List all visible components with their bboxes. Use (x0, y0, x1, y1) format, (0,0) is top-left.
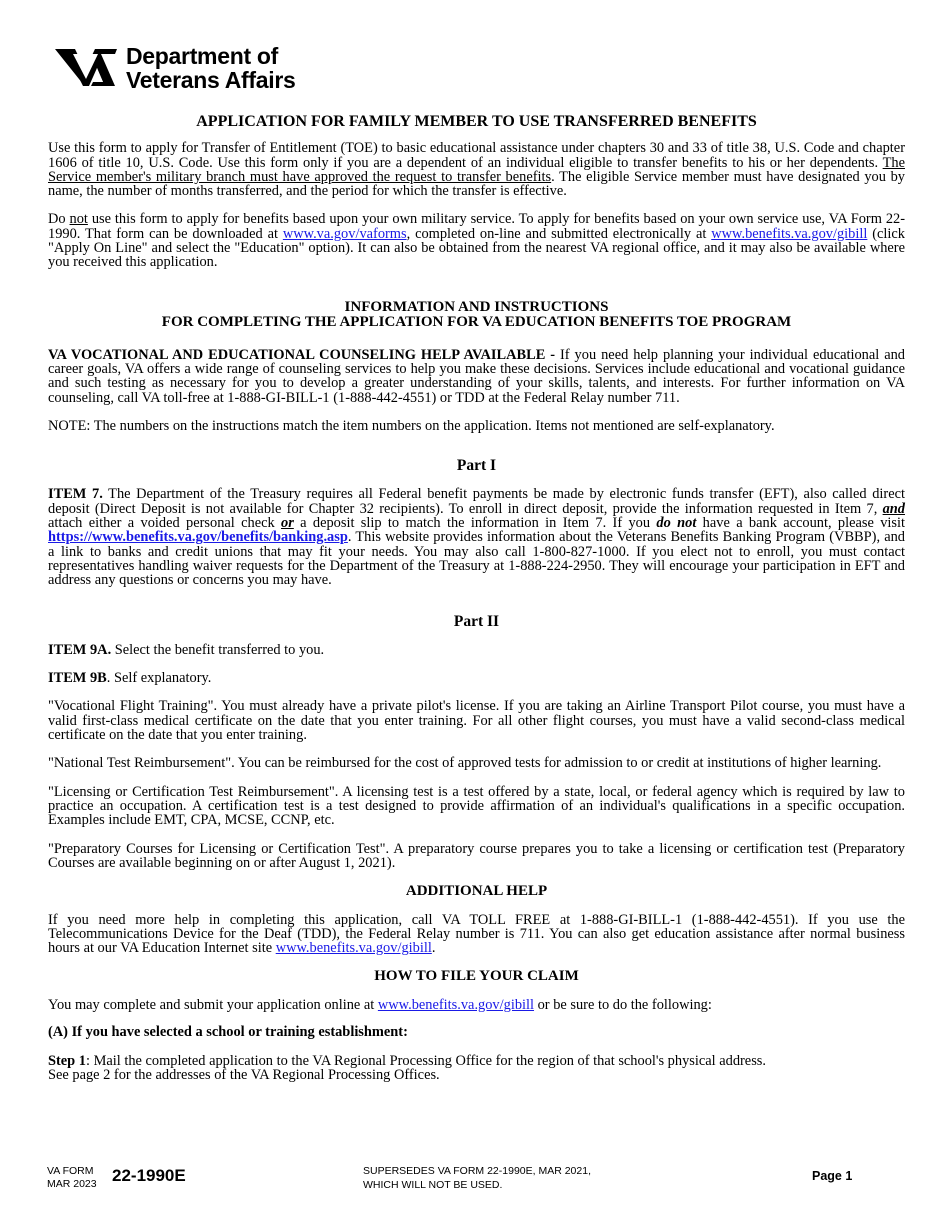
item-7-do-not: do not (656, 515, 697, 532)
logo-line-1: Department of (126, 43, 279, 69)
item-7-text-d: have a bank account, please visit (696, 515, 906, 532)
file-claim-paragraph (48, 998, 905, 1012)
intro-p1-text-a: Use this form to apply for Transfer of Entitlement (TOE) to basic educational assistance under chapters 30 and 33 of title 38, U.S. Code and chapter 1606 of title 10, U.S. Code. Use this form only if you are a dependent of an individual eligible to transfer benefits to his or her dependents. (48, 140, 905, 171)
va-logo (53, 44, 296, 92)
part-1-title: Part I (456, 457, 497, 475)
intro-p2-text-c: , completed on-line and submitted electronically at (406, 225, 712, 242)
intro-paragraph-2 (48, 212, 905, 269)
footer-supersedes-1: SUPERSEDES VA FORM 22-1990E, MAR 2021, (363, 1165, 591, 1177)
item-9b-paragraph (48, 671, 905, 685)
intro-p2-text-d: (click "Apply On Line" and select the "Education" option). It can also be obtained from the nearest VA regional office, and it may also be available where you received this application. (48, 225, 906, 271)
logo-wordmark (126, 44, 296, 92)
footer-supersedes-2: WHICH WILL NOT BE USED. (363, 1179, 503, 1191)
item-9b-text: . Self explanatory. (106, 670, 212, 687)
file-claim-title: HOW TO FILE YOUR CLAIM (374, 968, 579, 985)
instructions-heading (48, 300, 905, 331)
step-1-text-2: See page 2 for the addresses of the VA Regional Processing Offices. (48, 1066, 440, 1083)
gibill-link-file-claim[interactable]: www.benefits.va.gov/gibill (377, 996, 535, 1013)
counseling-paragraph (48, 348, 905, 405)
item-7-label: ITEM 7. (48, 486, 103, 503)
intro-p1-underlined: The Service member's military branch must have approved the request to transfer benefits (48, 154, 905, 185)
item-7-text-a: The Department of the Treasury requires all Federal benefit payments be made by electronic funds transfer (EFT), also called direct deposit (Direct Deposit is not available for Chapter 32 recipients). To enroll in direct deposit, provide the information requested in Item 7, (48, 486, 905, 517)
item-7-or: or (281, 515, 294, 532)
item-7-text-e: . This website provides information about the Veterans Benefits Banking Program (VBBP), and a link to banks and credit unions that may fit your needs. You may also call 1-800-827-1000. If you elect not to enroll, you must contact representatives handling waiver requests for the Department of the Treasury at 1-888-224-2950. They will encourage your participation in EFT and address any questions or concerns you may have. (48, 529, 905, 589)
part-2-title: Part II (453, 612, 500, 630)
flight-training-paragraph: "Vocational Flight Training". You must already have a private pilot's license. If you are taking an Airline Transport Pilot course, you must have a valid first-class medical certificate on the date that you enter training. For all other flight courses, you must have a valid second-class medical certificate on the date that you enter training. (48, 698, 905, 744)
va-seal-icon (53, 46, 119, 90)
item-9a-text: Select the benefit transferred to you. (111, 641, 325, 658)
item-9a-paragraph (48, 643, 905, 657)
step-1-label: Step 1 (48, 1052, 86, 1069)
note-paragraph: NOTE: The numbers on the instructions match the item numbers on the application. Items not mentioned are self-explanatory. (48, 417, 775, 434)
footer-form-number: 22-1990E (112, 1166, 186, 1185)
footer-page-number: Page 1 (812, 1169, 853, 1183)
section-a-heading: (A) If you have selected a school or training establishment: (48, 1024, 408, 1041)
item-7-paragraph (48, 487, 905, 587)
national-test-paragraph: "National Test Reimbursement". You can be reimbursed for the cost of approved tests for admission to or credit at institutions of higher learning. (48, 755, 882, 772)
footer-supersedes (363, 1164, 591, 1192)
item-7-and: and (882, 500, 905, 517)
footer-form-info (47, 1165, 97, 1190)
item-7-text-b: attach either a voided personal check (48, 515, 282, 532)
intro-p1-text-b: . The eligible Service member must have designated you by name, the number of months transferred, and the period for which the transfer is effective. (48, 168, 906, 200)
item-9a-label: ITEM 9A. (48, 641, 112, 658)
instructions-heading-2: FOR COMPLETING THE APPLICATION FOR VA EDUCATION BENEFITS TOE PROGRAM (161, 314, 792, 331)
prep-courses-paragraph: "Preparatory Courses for Licensing or Certification Test". A preparatory course prepares you to take a licensing or certification test (Preparatory Courses are available beginning on or after August 1, 2021). (48, 840, 905, 871)
additional-help-text-b: . (431, 940, 436, 957)
additional-help-text-a: If you need more help in completing this application, call VA TOLL FREE at 1-888-GI-BILL-1 (1-888-442-4551). If you use the Telecommunications Device for the Deaf (TDD), the Federal Relay number is 711. You can also get education assistance after normal business hours at our VA Education Internet site (48, 911, 905, 957)
additional-help-paragraph (48, 913, 905, 956)
gibill-link-additional[interactable]: www.benefits.va.gov/gibill (275, 940, 432, 957)
intro-p2-text-a: Do (48, 211, 70, 228)
step-1-text: : Mail the completed application to the VA Regional Processing Office for the region of that school's physical address. (85, 1052, 766, 1069)
item-9b-label: ITEM 9B (48, 670, 107, 687)
intro-p2-text-b: use this form to apply for benefits based upon your own military service. To apply for benefits based on your own service use, VA Form 22-1990. That form can be downloaded at (48, 211, 905, 242)
intro-paragraph-1 (48, 141, 905, 198)
file-claim-text-b: or be sure to do the following: (534, 996, 712, 1013)
logo-line-2: Veterans Affairs (126, 67, 296, 93)
footer-va-form: VA FORM (47, 1165, 94, 1177)
intro-p2-not: not (69, 211, 88, 228)
instructions-heading-1: INFORMATION AND INSTRUCTIONS (344, 298, 609, 315)
counseling-heading: VA VOCATIONAL AND EDUCATIONAL COUNSELING HELP AVAILABLE - (48, 346, 561, 363)
file-claim-text-a: You may complete and submit your application online at (48, 996, 378, 1013)
additional-help-title: ADDITIONAL HELP (405, 883, 548, 900)
document-body (48, 113, 905, 1082)
counseling-text: If you need help planning your individual educational and career goals, VA offers a wide range of counseling services to help you make these decisions. Services include educational and vocational guidance and such testing as necessary for you to develop a greater understanding of your skills, talents, and interests. For further information on VA counseling, call VA toll-free at 1-888-GI-BILL-1 (1-888-442-4551) or TDD at the Federal Relay number 711. (48, 346, 906, 406)
banking-link[interactable]: https://www.benefits.va.gov/benefits/banking.asp (48, 529, 348, 546)
item-7-text-c: a deposit slip to match the information in Item 7. If you (293, 515, 657, 532)
gibill-link-intro[interactable]: www.benefits.va.gov/gibill (711, 225, 868, 242)
step-1-paragraph (48, 1054, 905, 1083)
licensing-paragraph: "Licensing or Certification Test Reimbursement". A licensing test is a test offered by a state, local, or federal agency which is required by law to practice an occupation. A certification test is a test designed to provide affirmation of an individual's qualifications in a specific occupation. Examples include EMT, CPA, MCSE, CCNP, etc. (48, 783, 905, 829)
page-title: APPLICATION FOR FAMILY MEMBER TO USE TRANSFERRED BENEFITS (196, 113, 757, 130)
footer-date: MAR 2023 (47, 1177, 97, 1190)
vaforms-link[interactable]: www.va.gov/vaforms (282, 225, 407, 242)
